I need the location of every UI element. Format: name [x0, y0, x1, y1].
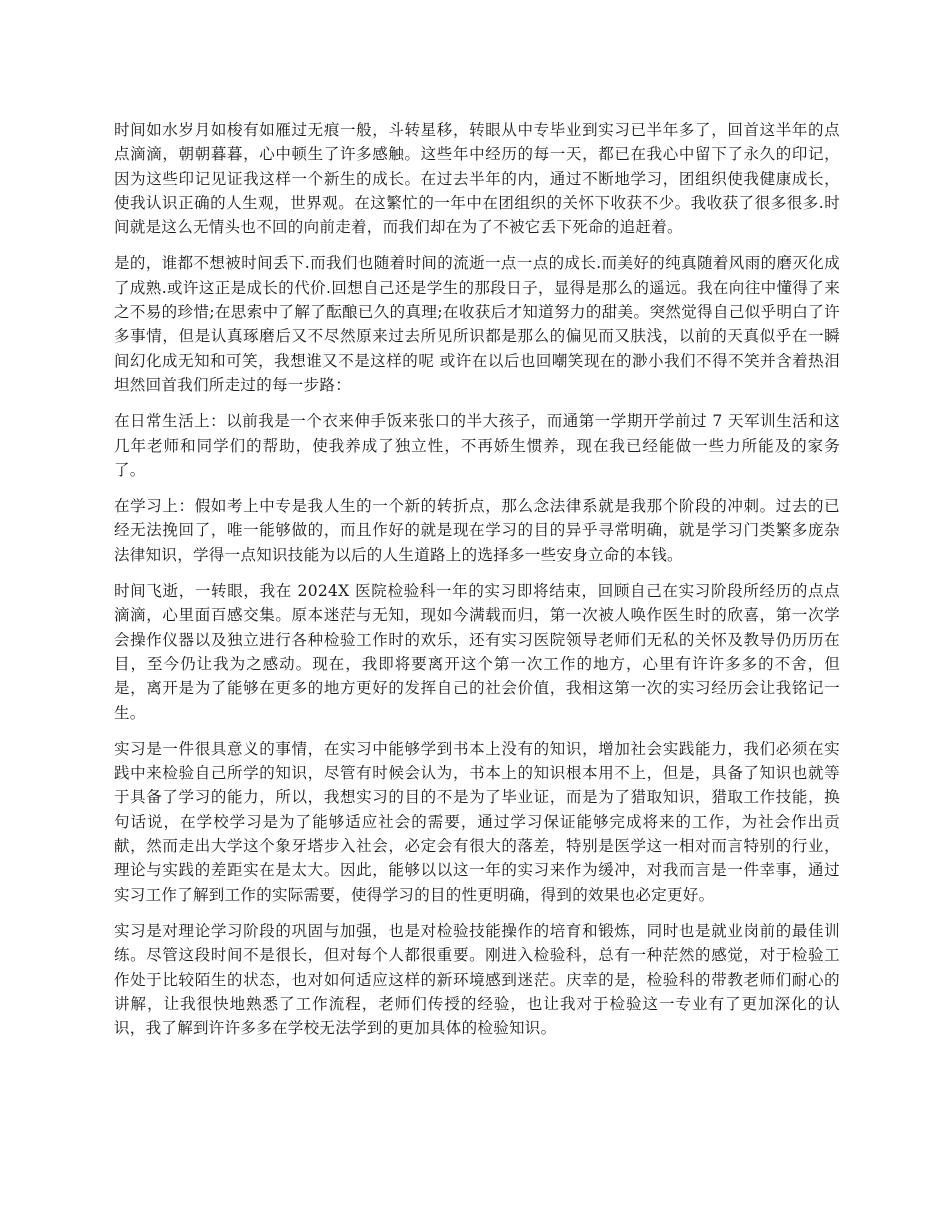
paragraph-6: 实习是一件很具意义的事情，在实习中能够学到书本上没有的知识，增加社会实践能力，我们必须在实践中来检验自己所学的知识，尽管有时候会认为，书本上的知识根本用不上，但是，具备了知识也就等于具备了学习的能力，所以，我想实习的目的不是为了毕业证，而是为了猎取知识，猎取工作技能，换句话说，在学校学习是为了能够适应社会的需要，通过学习保证能够完成将来的工作，为社会作出贡献，然而走出大学这个象牙塔步入社会，必定会有很大的落差，特别是医学这一相对而言特别的行业，理论与实践的差距实在是太大。因此，能够以以这一年的实习来作为缓冲，对我而言是一件幸事，通过实习工作了解到工作的实际需要，使得学习的目的性更明确，得到的效果也必定更好。 — [114, 739, 840, 904]
paragraph-7: 实习是对理论学习阶段的巩固与加强，也是对检验技能操作的培育和锻炼，同时也是就业岗前的最佳训练。尽管这段时间不是很长，但对每个人都很重要。刚进入检验科，总有一种茫然的感觉，对于检验工作处于比较陌生的状态，也对如何适应这样的新环境感到迷茫。庆幸的是，检验科的带教老师们耐心的讲解，让我很快地熟悉了工作流程，老师们传授的经验，也让我对于检验这一专业有了更加深化的认识，我了解到许许多多在学校无法学到的更加具体的检验知识。 — [114, 921, 840, 1038]
paragraph-5: 时间飞逝，一转眼，我在 2024X 医院检验科一年的实习即将结束，回顾自己在实习阶段所经历的点点滴滴，心里面百感交集。原本迷茫与无知，现如今满载而归，第一次被人唤作医生时的欣喜，第一次学会操作仪器以及独立进行各种检验工作时的欢乐，还有实习医院领导老师们无私的关怀及教导仍历历在目，至今仍让我为之感动。现在，我即将要离开这个第一次工作的地方，心里有许许多多的不舍，但是，离开是为了能够在更多的地方更好的发挥自己的社会价值，我相这第一次的实习经历会让我铭记一生。 — [114, 582, 840, 722]
paragraph-3: 在日常生活上：以前我是一个衣来伸手饭来张口的半大孩子，而通第一学期开学前过 7 天军训生活和这几年老师和同学们的帮助，使我养成了独立性，不再娇生惯养，现在我已经能做一些力所能及的家务了。 — [114, 412, 840, 479]
paragraph-1: 时间如水岁月如梭有如雁过无痕一般，斗转星移，转眼从中专毕业到实习已半年多了，回首这半年的点点滴滴，朝朝暮暮，心中顿生了许多感触。这些年中经历的每一天，都已在我心中留下了永久的印记，因为这些印记见证我这样一个新生的成长。在过去半年的内，通过不断地学习，团组织使我健康成长，使我认识正确的人生观，世界观。在这繁忙的一年中在团组织的关怀下收获不少。我收获了很多很多.时间就是这么无情头也不回的向前走着，而我们却在为了不被它丢下死命的追赶着。 — [114, 121, 840, 237]
paragraph-4: 在学习上：假如考上中专是我人生的一个新的转折点，那么念法律系就是我那个阶段的冲刺。过去的已经无法挽回了，唯一能够做的，而且作好的就是现在学习的目的异乎寻常明确，就是学习门类繁多庞杂法律知识，学得一点知识技能为以后的人生道路上的选择多一些安身立命的本钱。 — [114, 497, 840, 564]
document-page — [114, 118, 840, 1052]
paragraph-2: 是的，谁都不想被时间丢下.而我们也随着时间的流逝一点一点的成长.而美好的纯真随着风雨的磨灭化成了成熟.或许这正是成长的代价.回想自己还是学生的那段日子，显得是那么的遥远。我在向往中懂得了来之不易的珍惜;在思索中了解了酝酿已久的真理;在收获后才知道努力的甜美。突然觉得自己似乎明白了许多事情，但是认真琢磨后又不尽然原来过去所见所识都是那么的偏见而又肤浅，以前的天真似乎在一瞬间幻化成无知和可笑，我想谁又不是这样的呢 或许在以后也回嘲笑现在的渺小我们不得不笑并含着热泪坦然回首我们所走过的每一步路： — [114, 254, 840, 394]
